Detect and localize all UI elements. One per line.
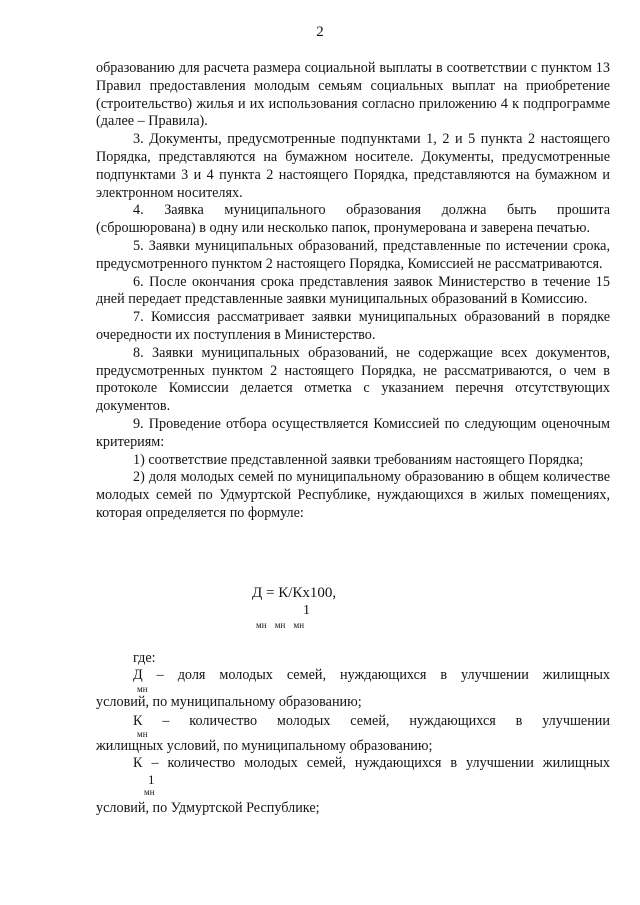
paragraph-6: 6. После окончания срока представления заявок Министерство в течение 15 дней передает представленные заявки муниципальных образований в Комиссию. (96, 273, 610, 308)
definition-continuation: жилищных условий, по муниципальному образованию; (96, 738, 433, 754)
definition-first-line: Д – доля молодых семей, нуждающихся в улучшении жилищных (133, 667, 610, 683)
definition-superscript: 1 (148, 772, 155, 787)
body-text (96, 60, 610, 523)
definition-continuation: условий, по Удмуртской Республике; (96, 800, 320, 816)
definition-continuation: условий, по муниципальному образованию; (96, 694, 362, 710)
definition-count-republic (96, 755, 610, 772)
criterion-1: 1) соответствие представленной заявки требованиям настоящего Порядка; (133, 451, 584, 468)
formula-superscript: 1 (303, 603, 310, 618)
definition-first-line: К – количество молодых семей, нуждающихся в улучшении (133, 713, 610, 729)
paragraph-4: 4. Заявка муниципального образования должна быть прошита (сброшюрована) в одну или несколько папок, пронумерована и заверена печатью. (96, 202, 610, 237)
formula-subscripts: мн мн мн (256, 620, 305, 630)
criterion-2: 2) доля молодых семей по муниципальному образованию в общем количестве молодых семей по Удмуртской Республике, нуждающихся в жилых помещениях, которая определяется по формуле: (96, 469, 610, 521)
paragraph-3: 3. Документы, предусмотренные подпунктами 1, 2 и 5 пункта 2 настоящего Порядка, представляются на бумажном носителе. Документы, предусмотренные подпунктами 3 и 4 пункта 2 настоящего Порядка, представляются на бумажном и электронном носителях. (96, 131, 610, 201)
paragraph-8: 8. Заявки муниципальных образований, не содержащие всех документов, предусмотренных пунктом 2 настоящего Порядка, не рассматриваются, о чем в протоколе Комиссии делается отметка с указанием перечня отсутствующих документов. (96, 344, 610, 415)
definition-subscript: мн (137, 729, 148, 739)
definition-share (96, 667, 610, 684)
paragraph-5: 5. Заявки муниципальных образований, представленные по истечении срока, предусмотренного пунктом 2 настоящего Порядка, Комиссией не рассматриваются. (96, 237, 610, 272)
definition-first-line: К – количество молодых семей, нуждающихся в улучшении жилищных (133, 755, 610, 771)
page-number: 2 (316, 24, 324, 40)
paragraph-7: 7. Комиссия рассматривает заявки муниципальных образований в порядке очередности их поступления в Министерство. (96, 309, 610, 343)
definition-count-municipal (96, 713, 610, 730)
paragraph-continuation: образованию для расчета размера социальной выплаты в соответствии с пунктом 13 Правил предоставления молодым семьям социальных выплат на приобретение (строительство) жилья и их использования согласно приложению 4 к подпрограмме (далее – Правила). (96, 60, 610, 130)
definition-subscript: мн (137, 684, 148, 694)
definition-subscript: мн (144, 787, 155, 797)
formula-main: Д = К/Кх100, (252, 585, 337, 601)
where-label: где: (133, 650, 156, 666)
paragraph-9: 9. Проведение отбора осуществляется Комиссией по следующим оценочным критериям: (96, 415, 610, 450)
